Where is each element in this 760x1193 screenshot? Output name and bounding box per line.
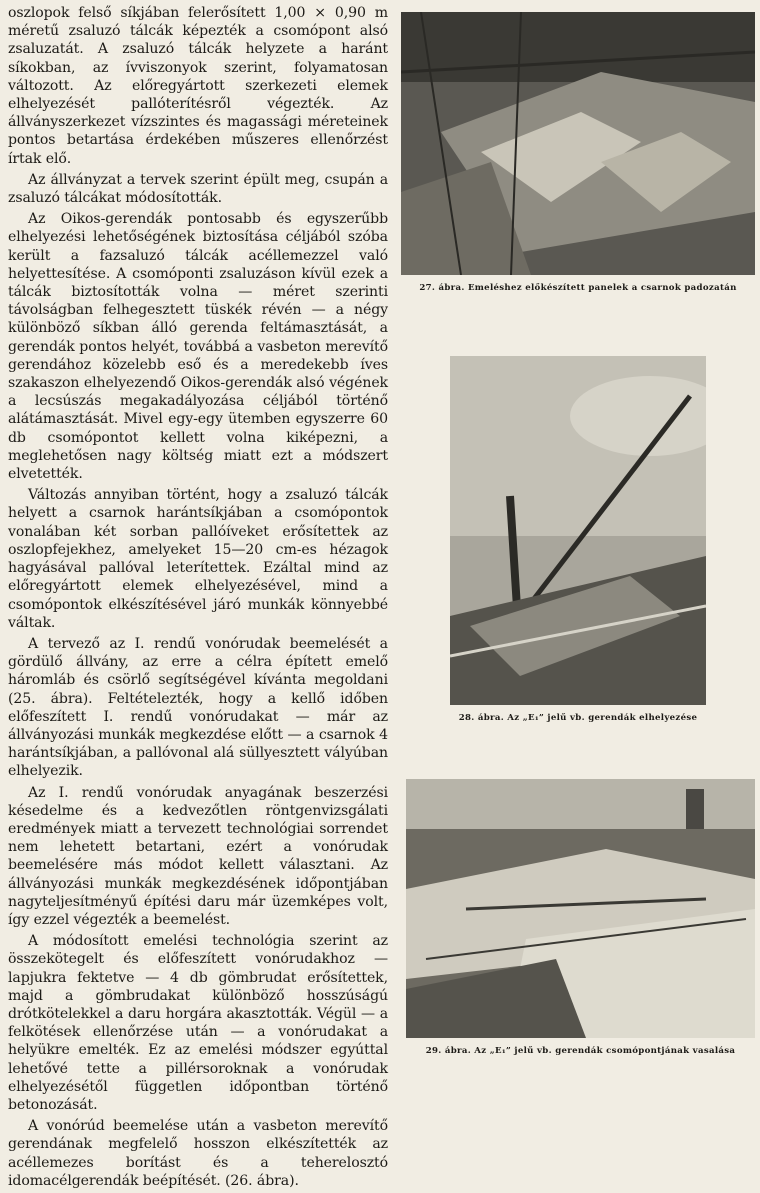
figure-29-photo [406,779,755,1038]
paragraph-7: A módosított emelési technológia szerint az összekötegelt és előfeszített vonórudakhoz — lapjukra fektetve — 4 db gömbrudat erősítettek, majd a gömbrudakat különböző hosszúságú drótkötelekkel a daru horgára akasztották. Végül — a felkötések ellenőrzése után — a vonórudakat a helyükre emelték. Ez az emelési módszer egyúttal lehetővé tette a pillérsoroknak a vonórudak elhelyezésétől független időpontban történő betonozását. [8,933,388,1113]
paragraph-2: Az állványzat a tervek szerint épült meg, csupán a zsaluzó tálcákat módosították. [8,171,388,207]
paragraph-4: Változás annyiban történt, hogy a zsaluzó tálcák helyett a csarnok harántsíkjában a csomópontok vonalában két sorban pallóíveket erősítettek az oszlopfejekhez, amelyeket 15—20 cm-es hézagok hagyásával pallóval leterítettek. Ezáltal mind az előregyártott elemek elhelyezésével, mind a csomópontok elkészítésével járó munkák könnyebbé váltak. [8,487,388,631]
figure-29-caption: 29. ábra. Az „E₁” jelű vb. gerendák csomópontjának vasalása [425,1046,736,1056]
paragraph-6: Az I. rendű vonórudak anyagának beszerzési késedelme és a kedvezőtlen röntgenvizsgálati eredmények miatt a tervezett technológiai sorrendet nem lehetett betartani, ezért a vonórudak beemelésére más módot kellett választani. Az állványozási munkák megkezdésének időpontjában nagyteljesítményű építési daru már üzemképes volt, így ezzel végezték a beemelést. [8,784,388,928]
figure-28-photo [450,356,706,705]
figure-28-caption: 28. ábra. Az „E₁” jelű vb. gerendák elhelyezése [458,713,698,723]
figure-27-caption: 27. ábra. Emeléshez előkészített panelek a csarnok padozatán [419,283,737,293]
paragraph-1: oszlopok felső síkjában felerősített 1,00 × 0,90 m méretű zsaluzó tálcák képezték a csomópont alsó zsaluzatát. A zsaluzó tálcák helyzete a haránt síkokban, az ívviszonyok szerint, folyamatosan változott. Az előregyártott szerkezeti elemek elhelyezését pallóterítésről végezték. Az állványszerkezet vízszintes és magassági méreteinek pontos betartása érdekében műszeres ellenőrzést írtak elő. [8,5,388,167]
paragraph-3: Az Oikos-gerendák pontosabb és egyszerűbb elhelyezési lehetőségének biztosítása céljából szóba került a fazsaluzó tálcák acéllemezzel való helyettesítése. A csomóponti zsaluzáson kívül ezek a tálcák biztosították volna — méret szerinti távolságban felhegesztett tüskék révén — a négy különböző síkban álló gerenda feltámasztását, a gerendák pontos helyét, továbbá a vasbeton merevítő gerendához közelebb eső és a meredekebb íves szakaszon elhelyezendő Oikos-gerendák alsó végének a lecsúszás megakadályozása céljából történő alátámasztását. Mivel egy-egy ütemben egyszerre 60 db csomópontot kellett volna kiképezni, a meglehetősen nagy költség miatt ezt a módszert elvetették. [8,211,388,483]
text-column [8,4,388,1193]
paragraph-5: A tervező az I. rendű vonórudak beemelését a gördülő állvány, az erre a célra épített emelő háromláb és csörlő segítségével kívánta megoldani (25. ábra). Feltételezték, hogy a kellő időben előfeszített I. rendű vonórudakat — már az állványozási munkák megkezdése előtt — a csarnok 4 harántsíkjában, a pallóvonal alá süllyesztett vályúban elhelyezik. [8,635,388,780]
figure-27-photo [401,12,755,275]
paragraph-8: A vonórúd beemelése után a vasbeton merevítő gerendának megfelelő hosszon elkészítették az acéllemezes borítást és a teherelosztó idomacélgerendák beépítését. (26. ábra). [8,1118,388,1189]
